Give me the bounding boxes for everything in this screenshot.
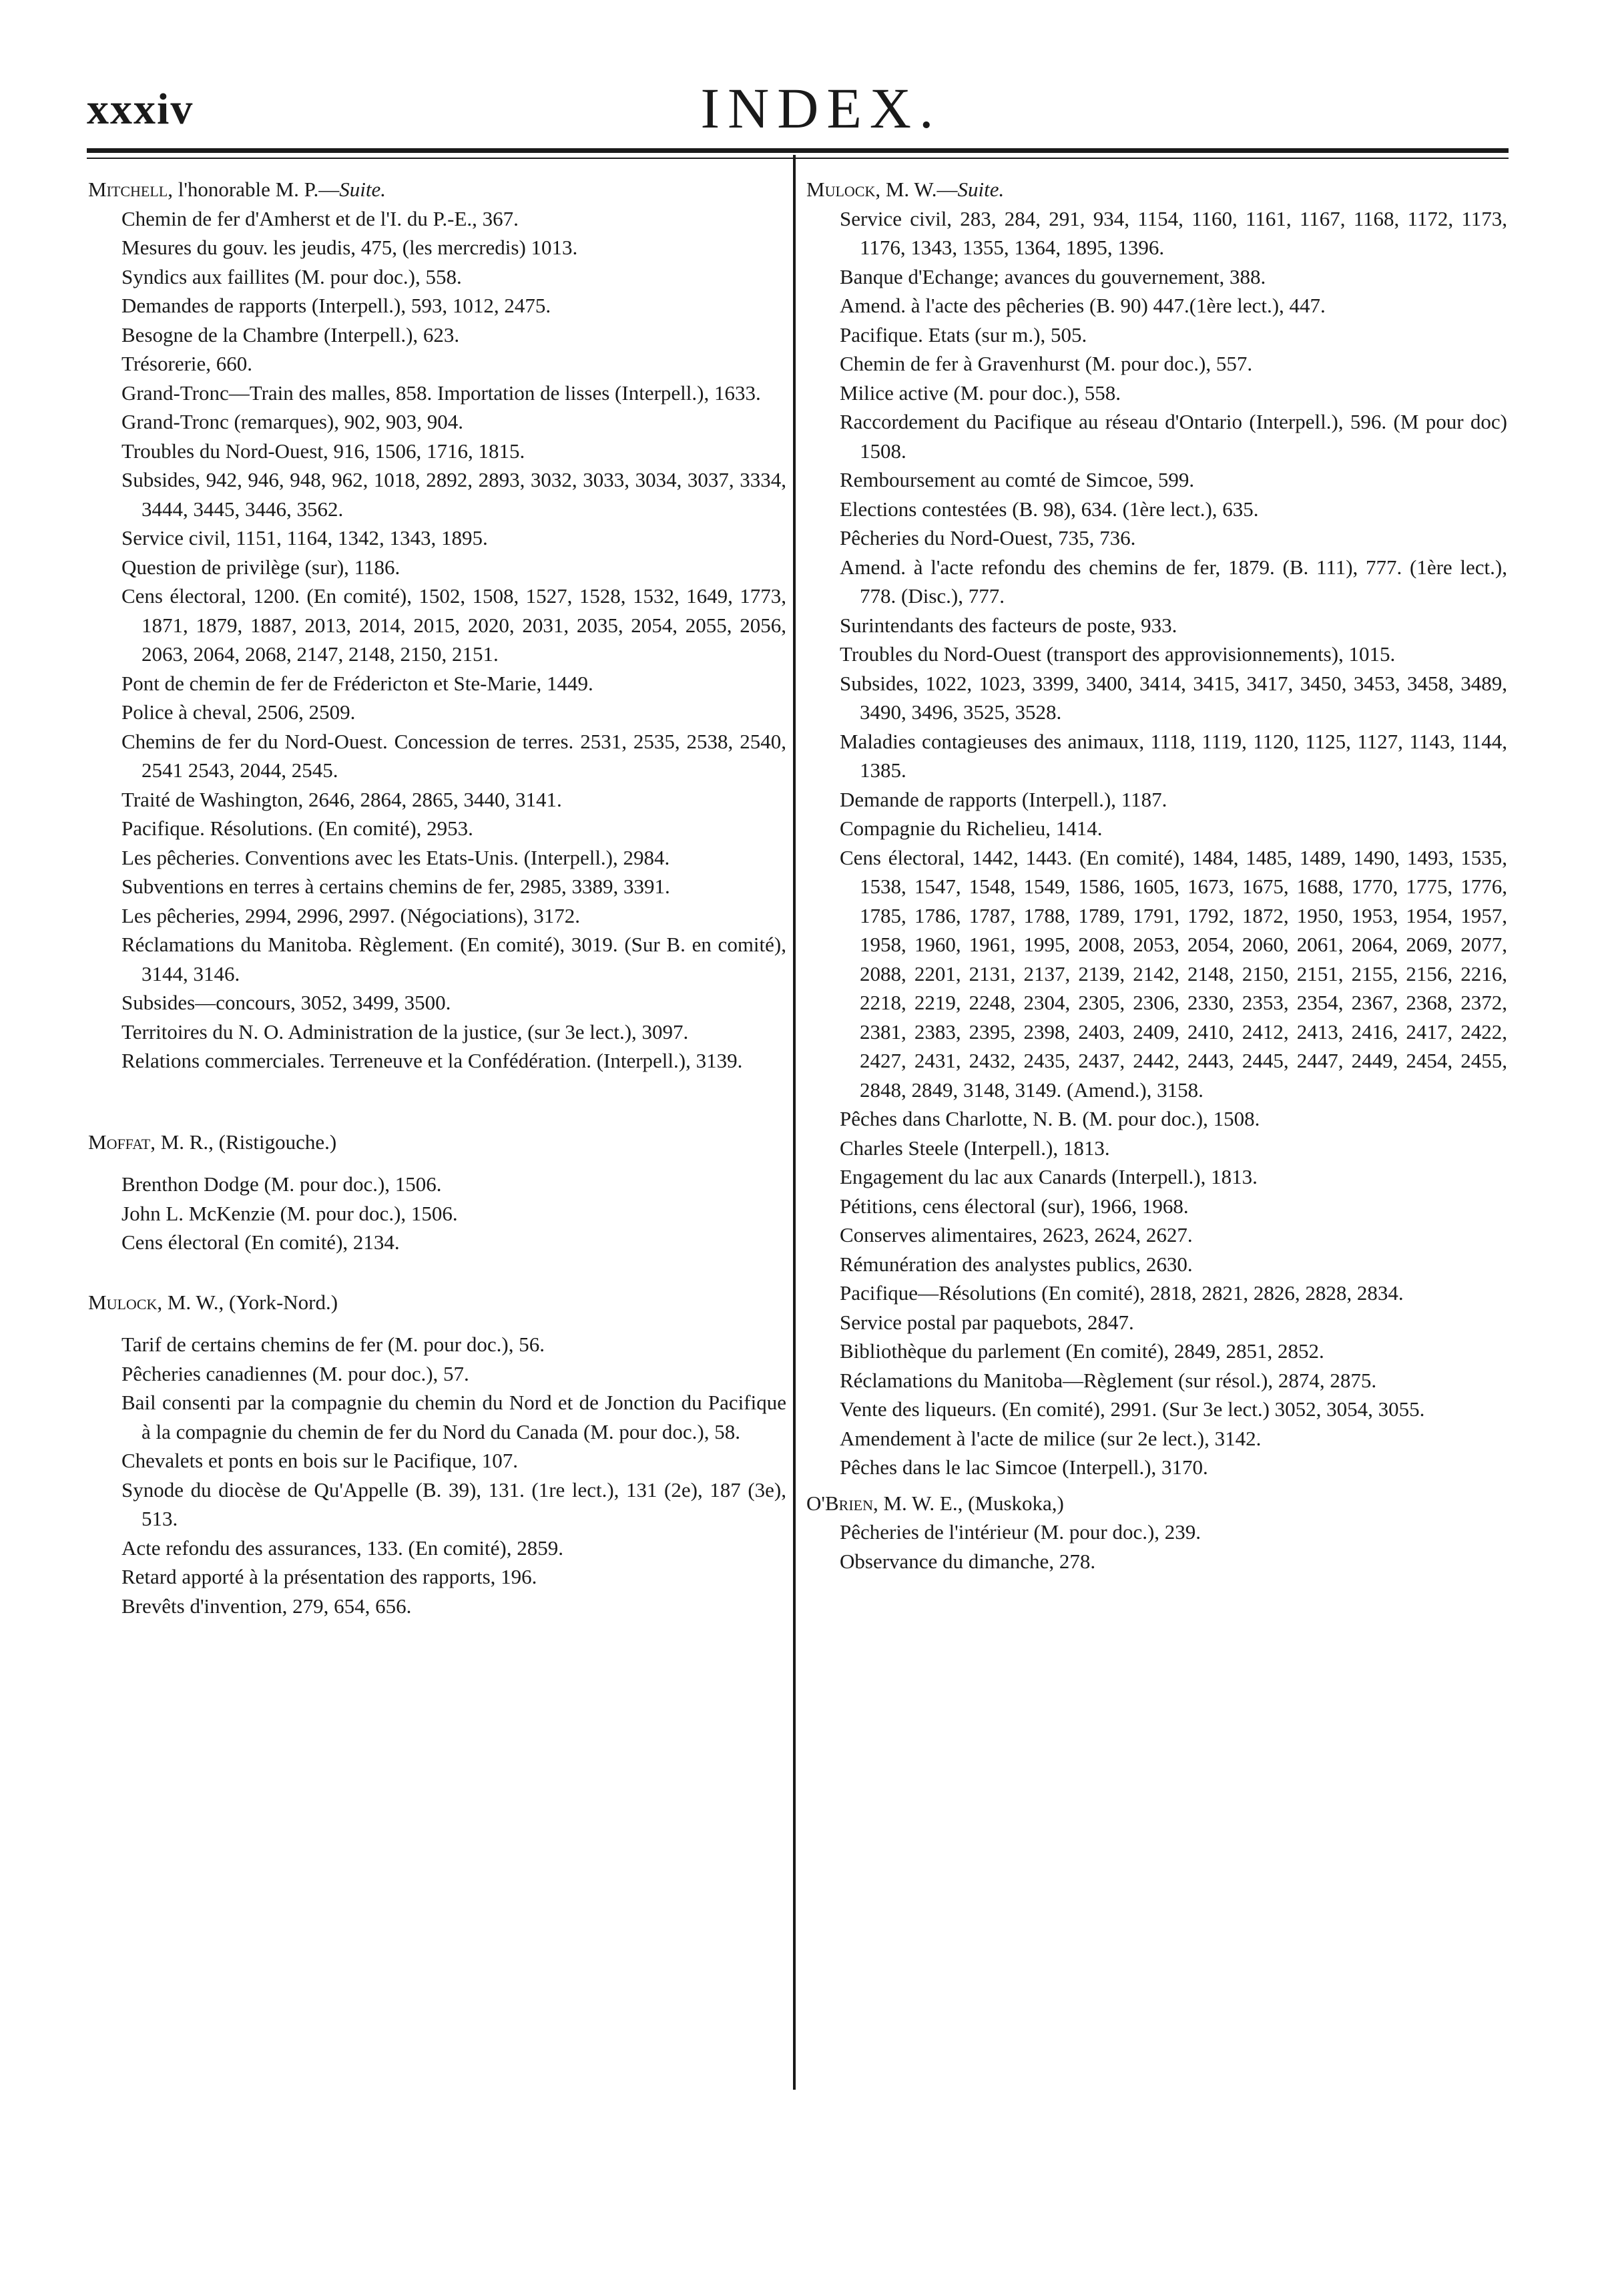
header-rule-thick bbox=[87, 148, 1509, 153]
index-entry: Grand-Tronc—Train des malles, 858. Importation de lisses (Interpell.), 1633. bbox=[121, 381, 761, 405]
heading-name: Mulock bbox=[88, 1290, 158, 1314]
page-header bbox=[0, 0, 1606, 154]
index-section-obrien bbox=[806, 1489, 1507, 1576]
index-entry: Pacifique—Résolutions (En comité), 2818, 2821, 2826, 2828, 2834. bbox=[840, 1281, 1404, 1305]
index-entry: Troubles du Nord-Ouest, 916, 1506, 1716, 1815. bbox=[121, 439, 525, 463]
page-title: INDEX. bbox=[700, 76, 942, 140]
heading-suite: Suite. bbox=[339, 178, 386, 201]
heading-detail: , M. W.— bbox=[875, 178, 958, 201]
index-entry: Pêcheries canadiennes (M. pour doc.), 57. bbox=[121, 1361, 469, 1385]
index-entry: Besogne de la Chambre (Interpell.), 623. bbox=[121, 322, 460, 347]
index-entry: Territoires du N. O. Administration de la justice, (sur 3e lect.), 3097. bbox=[121, 1019, 689, 1044]
index-entry: Conserves alimentaires, 2623, 2624, 2627. bbox=[840, 1223, 1193, 1246]
index-entry: Amend. à l'acte des pêcheries (B. 90) 447.(1ère lect.), 447. bbox=[840, 294, 1326, 317]
index-section-moffat bbox=[88, 1128, 786, 1257]
index-entry: Demande de rapports (Interpell.), 1187. bbox=[840, 787, 1167, 811]
index-entry: Troubles du Nord-Ouest (transport des approvisionnements), 1015. bbox=[840, 642, 1396, 666]
index-entry: Subsides—concours, 3052, 3499, 3500. bbox=[121, 991, 451, 1014]
index-entry: Subsides, 942, 946, 948, 962, 1018, 2892, 2893, 3032, 3033, 3034, 3037, 3334, 3444, 3445, 3446, 3562. bbox=[121, 468, 786, 521]
index-entry: Retard apporté à la présentation des rapports, 196. bbox=[121, 1565, 537, 1588]
section-heading bbox=[806, 175, 1507, 204]
entry-list bbox=[88, 204, 786, 1076]
index-entry: Chemins de fer du Nord-Ouest. Concession de terres. 2531, 2535, 2538, 2540, 2541 2543, 2044, 2545. bbox=[121, 729, 786, 782]
index-entry: Pêcheries de l'intérieur (M. pour doc.), 239. bbox=[840, 1520, 1201, 1544]
heading-suite: Suite. bbox=[957, 178, 1005, 201]
index-entry: Syndics aux faillites (M. pour doc.), 558. bbox=[121, 264, 462, 288]
entry-list bbox=[88, 1170, 786, 1257]
entry-list bbox=[806, 1518, 1507, 1576]
index-entry: Réclamations du Manitoba—Règlement (sur résol.), 2874, 2875. bbox=[840, 1368, 1377, 1392]
heading-detail: , M. W., (York-Nord.) bbox=[157, 1290, 338, 1314]
index-entry: Chemin de fer d'Amherst et de l'I. du P.-E., 367. bbox=[121, 206, 519, 230]
index-entry: Amendement à l'acte de milice (sur 2e lect.), 3142. bbox=[840, 1426, 1262, 1450]
heading-name: Moffat bbox=[88, 1130, 151, 1154]
index-entry: Les pêcheries. Conventions avec les Etats-Unis. (Interpell.), 2984. bbox=[121, 845, 670, 869]
index-entry: Milice active (M. pour doc.), 558. bbox=[840, 381, 1121, 405]
index-entry: Mesures du gouv. les jeudis, 475, (les mercredis) 1013. bbox=[121, 236, 578, 259]
index-entry: Surintendants des facteurs de poste, 933. bbox=[840, 613, 1177, 637]
index-entry: Pétitions, cens électoral (sur), 1966, 1968. bbox=[840, 1194, 1189, 1218]
index-entry: Demandes de rapports (Interpell.), 593, 1012, 2475. bbox=[121, 294, 551, 317]
index-entry: Service postal par paquebots, 2847. bbox=[840, 1310, 1134, 1334]
index-entry: Service civil, 1151, 1164, 1342, 1343, 1895. bbox=[121, 526, 488, 549]
index-entry: Elections contestées (B. 98), 634. (1ère lect.), 635. bbox=[840, 497, 1259, 521]
index-section-mitchell bbox=[88, 175, 786, 1076]
index-entry: Cens électoral, 1442, 1443. (En comité), 1484, 1485, 1489, 1490, 1493, 1535, 1538, 1547, 1548, 1549, 1586, 1605, 1673, 1675, 1688, 1770, 1775, 1776, 1785, 1786, 1787, 1788, 1789, 1791, 1792, 1872, 1950, 1953, 1954, 1957, 1958, 1960, 1961, 1995, 2008, 2053, 2054, 2060, 2061, 2064, 2069, 2077, 2088, 2201, 2131, 2137, 2139, 2142, 2148, 2150, 2151, 2155, 2156, 2216, 2218, 2219, 2248, 2304, 2305, 2306, 2330, 2353, 2354, 2367, 2368, 2372, 2381, 2383, 2395, 2398, 2403, 2409, 2410, 2412, 2413, 2416, 2417, 2422, 2427, 2431, 2432, 2435, 2437, 2442, 2443, 2445, 2447, 2449, 2454, 2455, 2848, 2849, 3148, 3149. (Amend.), 3158. bbox=[840, 845, 1507, 1102]
header-rule-thin bbox=[87, 158, 1509, 159]
heading-detail: , l'honorable M. P.— bbox=[168, 178, 340, 201]
index-entry: Chevalets et ponts en bois sur le Pacifique, 107. bbox=[121, 1449, 519, 1472]
column-divider bbox=[793, 155, 796, 2090]
index-entry: Pacifique. Etats (sur m.), 505. bbox=[840, 322, 1087, 347]
index-entry: Raccordement du Pacifique au réseau d'Ontario (Interpell.), 596. (M pour doc) 1508. bbox=[840, 410, 1507, 463]
index-entry: Subsides, 1022, 1023, 3399, 3400, 3414, 3415, 3417, 3450, 3453, 3458, 3489, 3490, 3496, 3525, 3528. bbox=[840, 671, 1507, 724]
entry-list bbox=[806, 204, 1507, 1482]
index-section-mulock-suite bbox=[806, 175, 1507, 1482]
index-entry: Pont de chemin de fer de Frédericton et Ste-Marie, 1449. bbox=[121, 671, 593, 695]
index-entry: Pacifique. Résolutions. (En comité), 2953. bbox=[121, 817, 473, 840]
index-entry: Amend. à l'acte refondu des chemins de fer, 1879. (B. 111), 777. (1ère lect.), 778. (Disc.), 777. bbox=[840, 555, 1507, 608]
heading-name: Mitchell bbox=[88, 178, 168, 201]
index-entry: Chemin de fer à Gravenhurst (M. pour doc.), 557. bbox=[840, 352, 1253, 375]
entry-list bbox=[88, 1330, 786, 1620]
index-entry: Cens électoral, 1200. (En comité), 1502, 1508, 1527, 1528, 1532, 1649, 1773, 1871, 1879, 1887, 2013, 2014, 2015, 2020, 2031, 2035, 2054, 2055, 2056, 2063, 2064, 2068, 2147, 2148, 2150, 2151. bbox=[121, 584, 786, 666]
heading-name: O'Brien bbox=[806, 1491, 873, 1515]
index-entry: John L. McKenzie (M. pour doc.), 1506. bbox=[121, 1201, 458, 1225]
heading-name: Mulock bbox=[806, 178, 876, 201]
section-heading bbox=[88, 175, 786, 204]
heading-detail: , M. R., (Ristigouche.) bbox=[150, 1130, 337, 1154]
index-entry: Pêches dans le lac Simcoe (Interpell.), 3170. bbox=[840, 1455, 1208, 1479]
index-entry: Les pêcheries, 2994, 2996, 2997. (Négociations), 3172. bbox=[121, 903, 581, 927]
index-entry: Relations commerciales. Terreneuve et la Confédération. (Interpell.), 3139. bbox=[121, 1049, 743, 1072]
index-entry: Traité de Washington, 2646, 2864, 2865, 3440, 3141. bbox=[121, 787, 562, 811]
index-entry: Remboursement au comté de Simcoe, 599. bbox=[840, 468, 1195, 491]
heading-detail: , M. W. E., (Muskoka,) bbox=[872, 1491, 1064, 1515]
index-entry: Police à cheval, 2506, 2509. bbox=[121, 700, 356, 724]
left-column bbox=[88, 175, 786, 1620]
index-entry: Observance du dimanche, 278. bbox=[840, 1549, 1096, 1573]
index-entry: Pêches dans Charlotte, N. B. (M. pour doc.), 1508. bbox=[840, 1107, 1260, 1130]
index-entry: Rémunération des analystes publics, 2630. bbox=[840, 1252, 1193, 1276]
index-entry: Tarif de certains chemins de fer (M. pour doc.), 56. bbox=[121, 1333, 545, 1356]
index-entry: Engagement du lac aux Canards (Interpell.), 1813. bbox=[840, 1165, 1258, 1188]
index-entry: Grand-Tronc (remarques), 902, 903, 904. bbox=[121, 410, 463, 433]
section-heading bbox=[806, 1489, 1507, 1518]
index-entry: Vente des liqueurs. (En comité), 2991. (Sur 3e lect.) 3052, 3054, 3055. bbox=[840, 1397, 1425, 1421]
index-section-mulock bbox=[88, 1288, 786, 1621]
index-entry: Cens électoral (En comité), 2134. bbox=[121, 1230, 400, 1254]
index-entry: Acte refondu des assurances, 133. (En comité), 2859. bbox=[121, 1536, 563, 1560]
index-entry: Compagnie du Richelieu, 1414. bbox=[840, 817, 1103, 840]
page-number: xxxiv bbox=[87, 85, 194, 134]
index-entry: Brenthon Dodge (M. pour doc.), 1506. bbox=[121, 1172, 442, 1196]
index-entry: Charles Steele (Interpell.), 1813. bbox=[840, 1136, 1110, 1160]
index-entry: Service civil, 283, 284, 291, 934, 1154, 1160, 1161, 1167, 1168, 1172, 1173, 1176, 1343, 1355, 1364, 1895, 1396. bbox=[840, 206, 1507, 259]
right-column bbox=[806, 175, 1507, 1576]
index-entry: Bibliothèque du parlement (En comité), 2849, 2851, 2852. bbox=[840, 1339, 1324, 1363]
index-entry: Bail consenti par la compagnie du chemin du Nord et de Jonction du Pacifique à la compagnie du chemin de fer du Nord du Canada (M. pour doc.), 58. bbox=[121, 1391, 786, 1443]
index-entry: Brevêts d'invention, 279, 654, 656. bbox=[121, 1594, 412, 1618]
index-entry: Banque d'Echange; avances du gouvernement, 388. bbox=[840, 264, 1266, 288]
index-entry: Maladies contagieuses des animaux, 1118, 1119, 1120, 1125, 1127, 1143, 1144, 1385. bbox=[840, 729, 1507, 782]
index-entry: Question de privilège (sur), 1186. bbox=[121, 555, 400, 579]
index-entry: Synode du diocèse de Qu'Appelle (B. 39), 131. (1re lect.), 131 (2e), 187 (3e), 513. bbox=[121, 1477, 786, 1530]
index-entry: Pêcheries du Nord-Ouest, 735, 736. bbox=[840, 526, 1136, 549]
section-heading bbox=[88, 1128, 786, 1157]
index-entry: Subventions en terres à certains chemins de fer, 2985, 3389, 3391. bbox=[121, 875, 670, 898]
index-entry: Réclamations du Manitoba. Règlement. (En comité), 3019. (Sur B. en comité), 3144, 3146. bbox=[121, 933, 786, 985]
index-entry: Trésorerie, 660. bbox=[121, 352, 253, 375]
section-heading bbox=[88, 1288, 786, 1317]
